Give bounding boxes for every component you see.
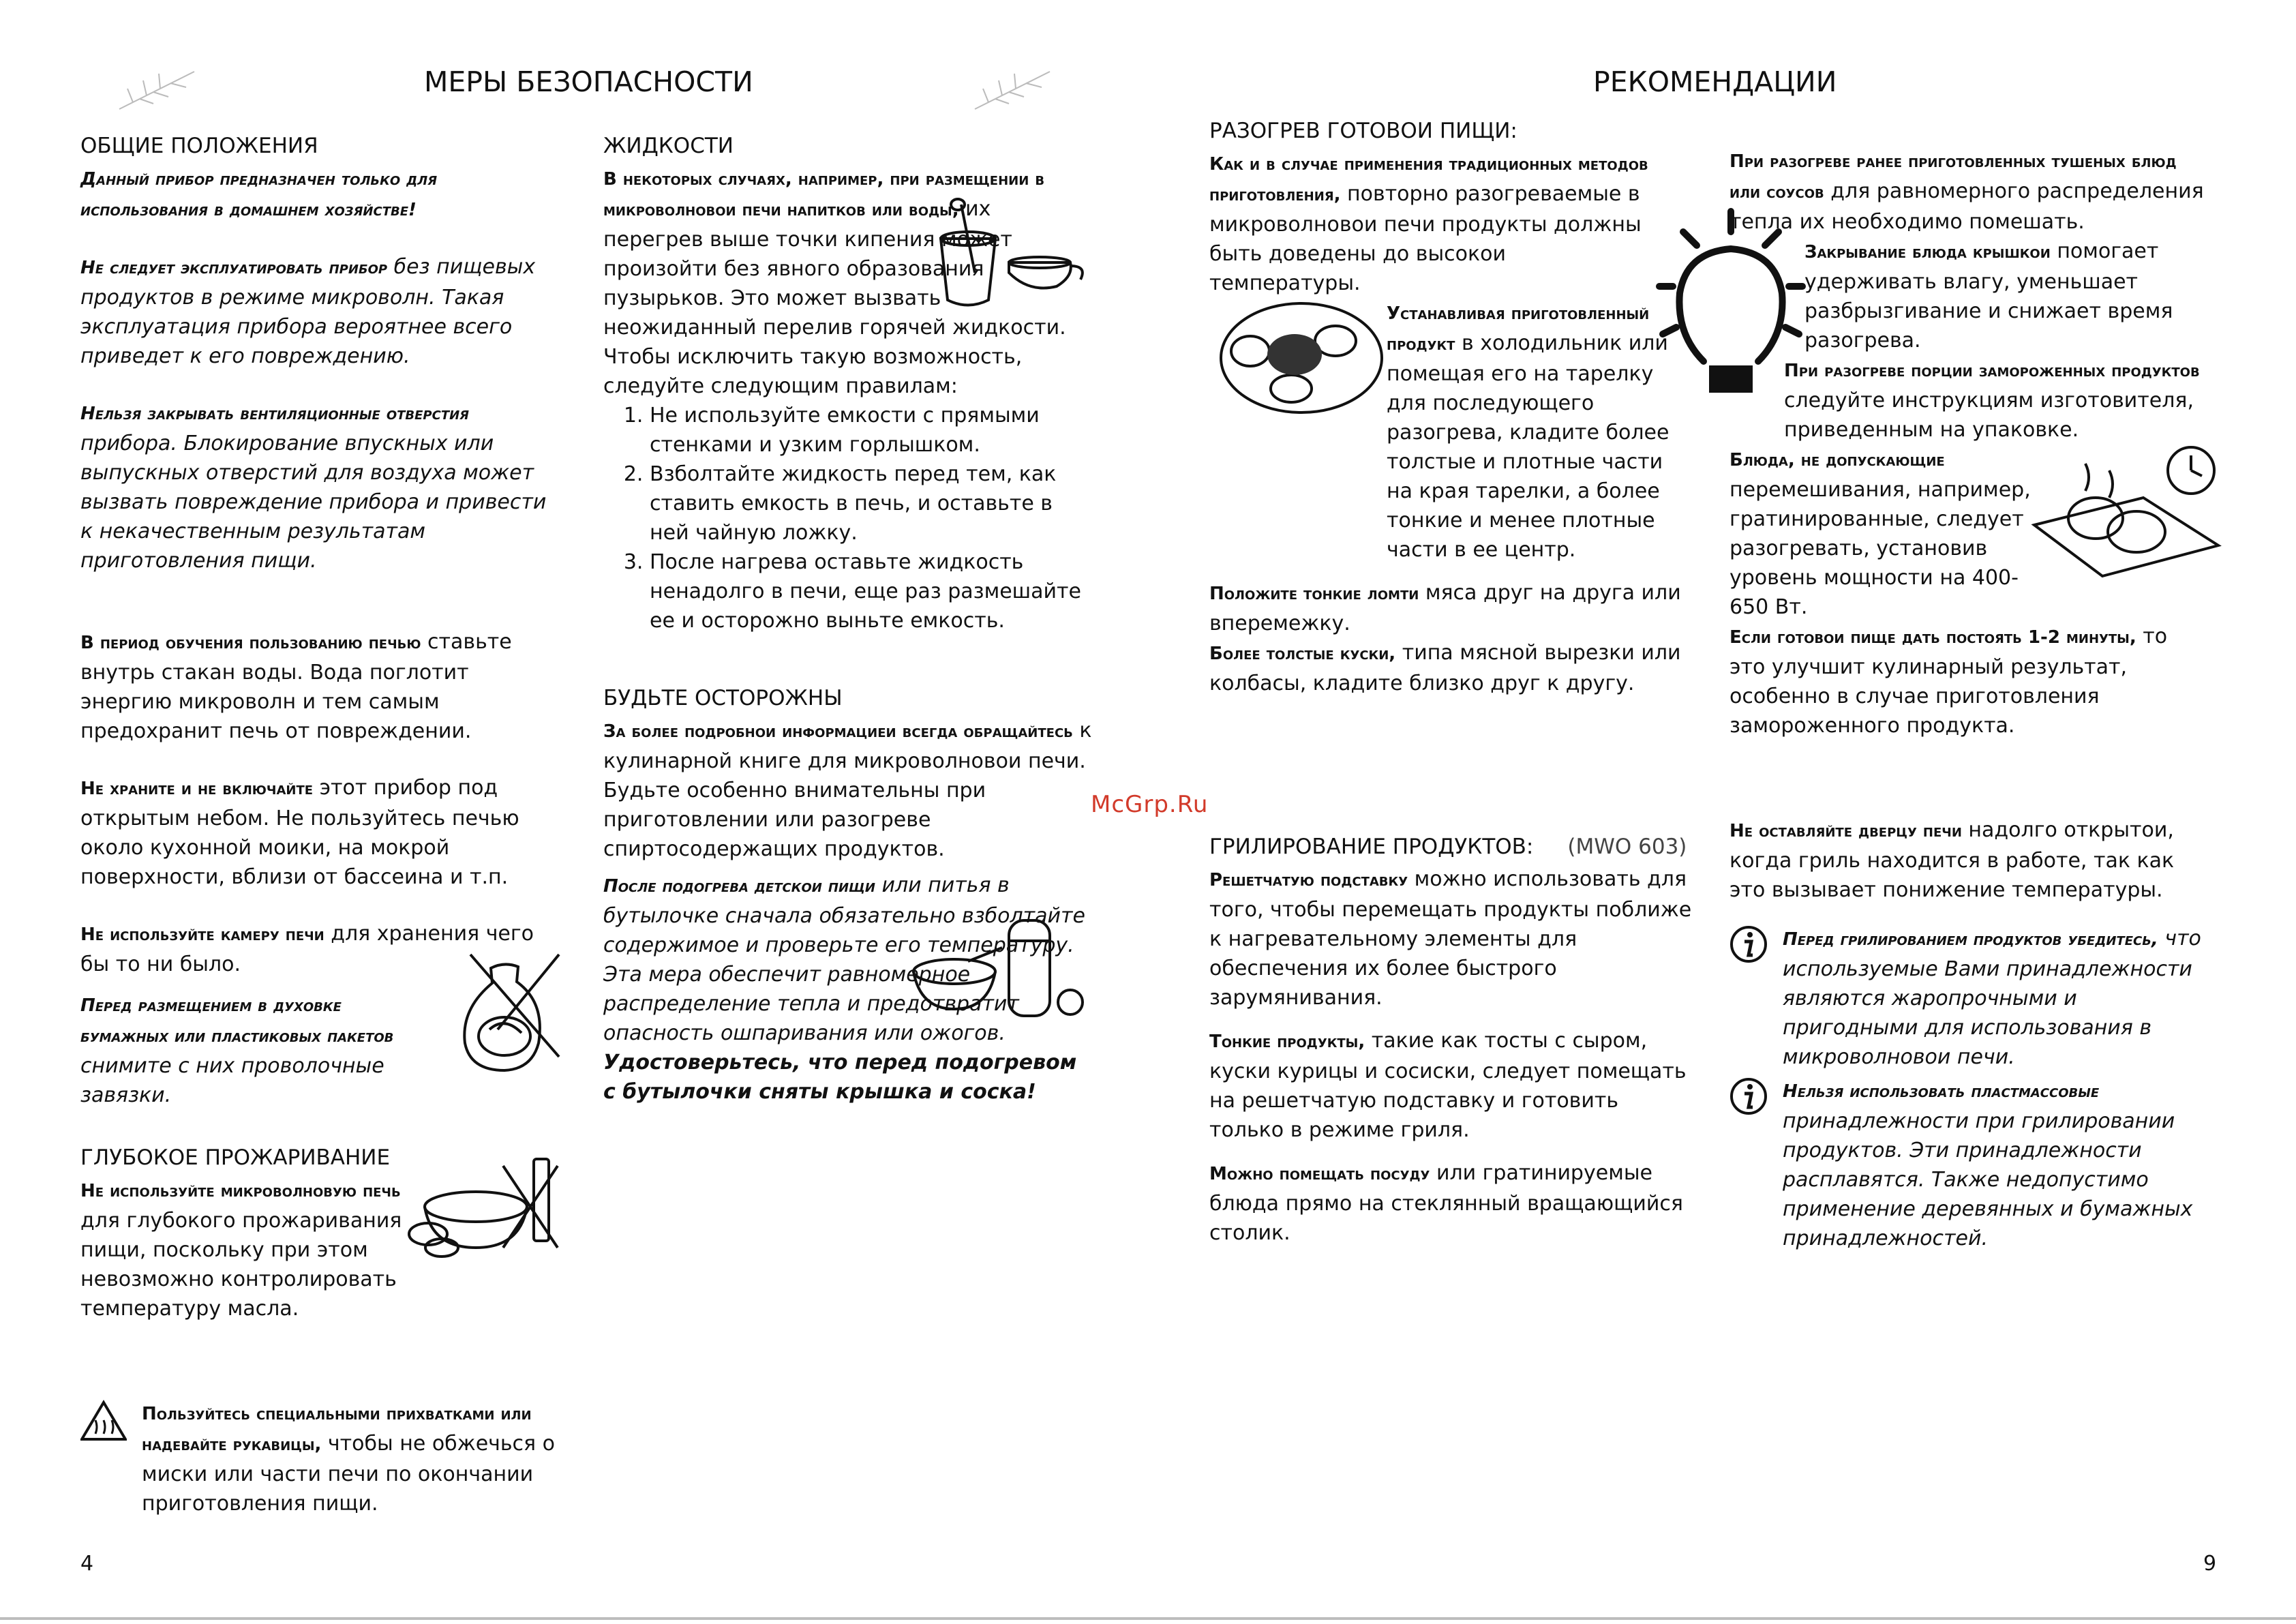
info-heatproof-accessories — [1729, 924, 2207, 1072]
plate-of-food-illustration — [1216, 293, 1387, 423]
bag-with-twist-tie-illustration — [457, 948, 566, 1077]
paragraph-no-storage: Не используйте камеру печи для хранения чего бы то ни было. — [80, 922, 534, 976]
paragraph-thick-pieces: Более толстые куски, типа мясной вырезки или колбасы, кладите близко друг к другу. — [1209, 641, 1681, 695]
section-heading-general: ОБЩИЕ ПОЛОЖЕНИЯ — [80, 134, 318, 158]
page-title: РЕКОМЕНДАЦИИ — [1593, 65, 1837, 98]
page-title: МЕРЫ БЕЗОПАСНОСТИ — [424, 65, 753, 98]
info-text: Перед грилированием продуктов убедитесь, что используемые Вами принадлежности являются жаропрочными и пригодными для использования в микроволновои печи. — [1783, 927, 2201, 1069]
paragraph-liquids-overheat: В некоторых случаях, например, при размещении в микроволновои печи напитков или воды, их перегрев выше точки кипения может произойти без явного образования пузырьков. Это может вызвать неожиданный перелив горячей жидкости. — [603, 169, 1066, 340]
paragraph-no-empty-run: Не следует эксплуатировать прибор без пищевых продуктов в режиме микроволн. Такая эксплуатация прибора вероятнее всего приведет к его повреждению. — [80, 255, 536, 368]
paragraph-grill-rack: Решетчатую подставку можно использовать для того, чтобы перемещать продукты поближе к нагревательному элементы для обеспечения их более быстрого зарумянивания. — [1209, 867, 1692, 1010]
lightbulb-icon — [1656, 205, 1813, 402]
info-no-plastic — [1729, 1076, 2207, 1253]
cup-and-spoon-illustration — [927, 198, 1091, 314]
watermark: McGrp.Ru — [1091, 791, 1209, 818]
page-bottom-edge — [0, 1617, 2296, 1620]
paragraph-door-open: Не оставляйте дверцу печи надолго открытои, когда гриль находится в работе, так как это вызывает понижение температуры. — [1729, 818, 2175, 902]
caution-text: Пользуйтесь специальными прихватками или надевайте рукавицы, чтобы не обжечься о миски или части печи по окончании приготовления пищи. — [142, 1404, 555, 1516]
gratin-dish-with-clock-illustration — [2021, 436, 2225, 580]
left-column-1 — [80, 131, 564, 1522]
paragraph-water-glass: В период обучения пользованию печью ставьте внутрь стакан воды. Вода поглотит энергию микроволн и тем самым предохранит печь от повреждении. — [80, 630, 512, 743]
right-column-1 — [1209, 116, 1693, 1275]
info-icon — [1729, 925, 1768, 963]
paragraph-thin-products: Тонкие продукты, такие как тосты с сыром, куски курицы и сосиски, следует помещать на решетчатую подставку и готовить только в режиме гриля. — [1209, 1029, 1687, 1142]
deep-frying-bowl-illustration — [401, 1145, 564, 1261]
section-heading-grilling: ГРИЛИРОВАНИЕ ПРОДУКТОВ: (MWO 603) — [1209, 834, 1687, 859]
list-item: 1. Не используйте емкости с прямыми стенками и узким горлышком. — [650, 401, 1094, 460]
sprig-ornament-icon — [968, 61, 1057, 116]
paragraph-reheat-temperature: Как и в случае применения традиционных методов приготовления, повторно разогреваемые в микроволновои печи продукты должны быть доведены до высокои температуры. — [1209, 154, 1648, 295]
section-heading-reheating: РАЗОГРЕВ ГОТОВОИ ПИЩИ: — [1209, 119, 1517, 143]
liquid-rules-list — [603, 401, 1094, 635]
right-page — [1148, 0, 2296, 1624]
paragraph-standing-time: Если готовои пище дать постоять 1-2 минуты, то это улучшит кулинарный результат, особенно в случае приготовления замороженного продукта. — [1729, 625, 2168, 738]
list-item: 3. После нагрева оставьте жидкость ненадолго в печи, еще раз размешайте ее и осторожно выньте емкость. — [650, 547, 1094, 635]
model-number: (MWO 603) — [1567, 834, 1687, 859]
paragraph-outdoor: Не храните и не включайте этот прибор под открытым небом. Не пользуйтесь печью около кухонной моики, на мокрой поверхности, вблизи от бассеина и т.п. — [80, 776, 519, 889]
info-icon — [1729, 1077, 1768, 1115]
page-number: 9 — [2203, 1552, 2217, 1576]
baby-bottle-and-bowl-illustration — [907, 907, 1091, 1029]
paragraph-rules-intro: Чтобы исключить такую возможность, следуйте следующим правилам: — [603, 345, 1023, 398]
paragraph-stir-stews: При разогреве ранее приготовленных тушеных блюд или соусов для равномерного распределения тепла их необходимо помешать. — [1729, 151, 2204, 234]
paragraph-plate-placement: Устанавливая приготовленный продукт в холодильник или помещая его на тарелку для последующего разогрева, кладите более толстые и плотные части на края тарелки, а более тонкие и менее плотные части в ее центр. — [1387, 303, 1670, 562]
paragraph-cover-dish: Закрывание блюда крышкои помогает удерживать влагу, уменьшает разбрызгивание и снижает время разогрева. — [1804, 239, 2173, 352]
hot-surface-warning-icon — [80, 1400, 127, 1441]
paragraph-ventilation: Нельзя закрывать вентиляционные отверстия прибора. Блокирование впускных или выпускных отверстий для воздуха может вызвать повреждение прибора и привести к некачественным результатам приготовления пищи. — [80, 404, 547, 573]
paragraph-baby-food: После подогрева детскои пищи или питья в бутылочке сначала обязательно взболтайте содержимое и проверьте его температуру. Эта мера обеспечит равномерное распределение тепла и предотвратит опасность ошпаривания или ожогов. Удостоверьтесь, что перед подогревом с бутылочки сняты крышка и соска! — [603, 873, 1085, 1104]
paragraph-frozen-portion: При разогреве порции замороженных продуктов следуйте инструкциям изготовителя, приведенным на упаковке. — [1784, 361, 2200, 442]
paragraph-no-stirring: Блюда, не допускающие перемешивания, например, гратинированные, следует разогревать, установив уровень мощности на 400-650 Вт. — [1729, 450, 2031, 619]
baby-bottle-warning: Удостоверьтесь, что перед подогревом с бутылочки сняты крышка и соска! — [603, 1051, 1077, 1104]
section-heading-be-careful: БУДЬТЕ ОСТОРОЖНЫ — [603, 686, 843, 710]
paragraph-deep-frying: Не используйте микроволновую печь для глубокого прожаривания пищи, поскольку при этом невозможно контролировать температуру масла. — [80, 1181, 402, 1321]
info-text: Нельзя использовать пластмассовые принадлежности при грилировании продуктов. Эти принадлежности расплавятся. Также недопустимо применение деревянных и бумажных принадлежностей. — [1783, 1081, 2193, 1250]
paragraph-household-only: Данный прибор предназначен только для использования в домашнем хозяйстве! — [80, 169, 438, 220]
list-item: 2. Взболтайте жидкость перед тем, как ставить емкость в печь, и оставьте в ней чайную ложку. — [650, 460, 1094, 547]
page-number: 4 — [80, 1552, 94, 1576]
paragraph-wire-ties: Перед размещением в духовке бумажных или пластиковых пакетов снимите с них проволочные завязки. — [80, 995, 394, 1107]
paragraph-dishes-on-turntable: Можно помещать посуду или гратинируемые блюда прямо на стеклянный вращающийся столик. — [1209, 1161, 1683, 1245]
right-column-2-lower — [1729, 815, 2207, 1257]
section-heading-deep-frying: ГЛУБОКОЕ ПРОЖАРИВАНИЕ — [80, 1145, 391, 1170]
paragraph-thin-slices: Положите тонкие ломти мяса друг на друга или вперемежку. — [1209, 581, 1681, 635]
sprig-ornament-icon — [112, 61, 201, 116]
caution-oven-mitts — [80, 1398, 564, 1518]
paragraph-cookbook: За более подробнои информациеи всегда обращайтесь к кулинарной книге для микроволновои печи. Будьте особенно внимательны при приготовлении или разогреве спиртосодержащих продуктов. — [603, 719, 1092, 861]
section-heading-liquids: ЖИДКОСТИ — [603, 134, 734, 158]
